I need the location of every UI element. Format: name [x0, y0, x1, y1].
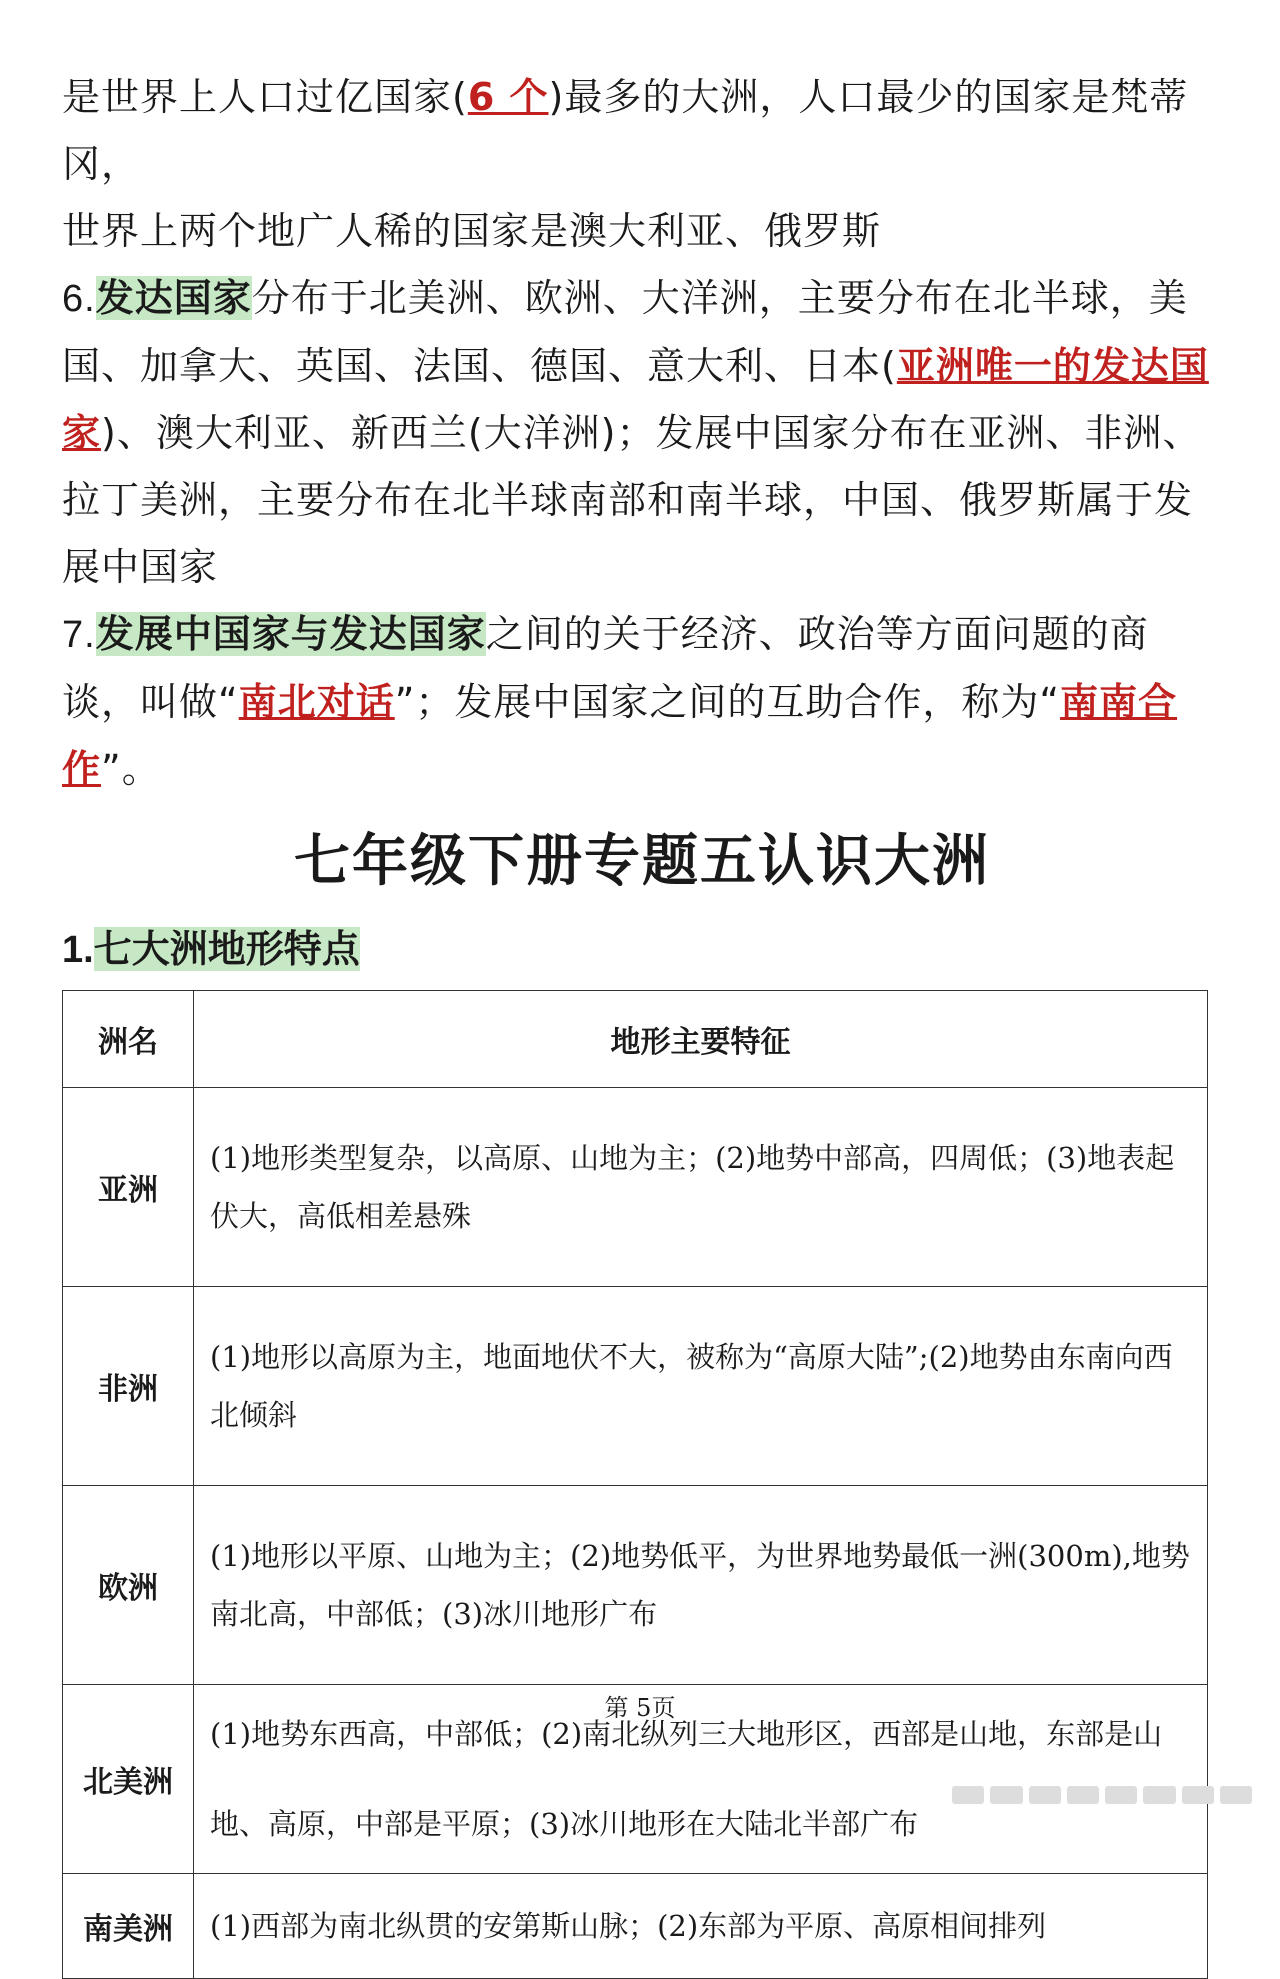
continent-name: 北美洲 — [63, 1685, 194, 1874]
terrain-description: (1)地形类型复杂，以高原、山地为主；(2)地势中部高，四周低；(3)地表起伏大，高低相差悬殊 — [194, 1088, 1208, 1287]
scroll-segment — [990, 1786, 1022, 1804]
highlight-red-count: 6 个 — [467, 75, 549, 119]
scroll-segment — [952, 1786, 984, 1804]
scroll-segment — [1105, 1786, 1137, 1804]
scroll-segment — [1029, 1786, 1061, 1804]
highlight-red-text: 亚洲唯一的发达国家 — [62, 344, 1209, 455]
item-number: 6. — [62, 278, 96, 320]
item-heading-highlight: 发展中国家与发达国家 — [95, 612, 486, 656]
item-heading-highlight: 发达国家 — [95, 276, 252, 320]
item-number: 7. — [62, 614, 96, 656]
subsection-label: 七大洲地形特点 — [93, 927, 360, 971]
table-header-row — [63, 991, 1208, 1088]
continent-name: 南美洲 — [63, 1874, 194, 1979]
continent-name: 欧洲 — [63, 1486, 194, 1685]
page-scroll-indicator[interactable] — [952, 1786, 1252, 1804]
scroll-segment — [1067, 1786, 1099, 1804]
table-row — [63, 1874, 1208, 1979]
page-number: 第 5页 — [604, 1694, 676, 1722]
paragraph-item-6 — [62, 265, 1222, 601]
table-row — [63, 1088, 1208, 1287]
subsection-number: 1. — [62, 929, 94, 971]
terrain-table — [62, 990, 1208, 1979]
terrain-description: (1)西部为南北纵贯的安第斯山脉；(2)东部为平原、高原相间排列 — [194, 1874, 1208, 1979]
terrain-description: (1)地势东西高，中部低；(2)南北纵列三大地形区，西部是山地，东部是山地、高原，中部是平原；(3)冰川地形在大陆北半部广布 — [194, 1685, 1208, 1874]
continent-name: 亚洲 — [63, 1088, 194, 1287]
column-header-continent: 洲名 — [63, 991, 194, 1088]
column-header-features: 地形主要特征 — [194, 991, 1208, 1088]
text: ”；发展中国家之间的互助合作，称为“ — [394, 680, 1061, 724]
subsection-heading — [62, 921, 1222, 978]
text: 之间的关于经济、政治等方面问题的商谈，叫做“ — [62, 612, 1149, 724]
highlight-red-text: 南北对话 — [238, 680, 395, 724]
text: 世界上两个地广人稀的国家是澳大利亚、俄罗斯 — [62, 209, 882, 253]
paragraph-population — [62, 64, 1222, 265]
scroll-segment — [1143, 1786, 1175, 1804]
text: 分布于北美洲、欧洲、大洋洲，主要分布在北半球，美国、加拿大、英国、法国、德国、意大利、日本( — [62, 276, 1188, 388]
table-row — [63, 1287, 1208, 1486]
scroll-segment — [1220, 1786, 1252, 1804]
continent-name: 非洲 — [63, 1287, 194, 1486]
paragraph-item-7 — [62, 601, 1222, 803]
text: )最多的大洲，人口最少的国家是梵蒂冈， — [62, 75, 1189, 186]
terrain-description: (1)地形以高原为主，地面地伏不大，被称为“高原大陆”;(2)地势由东南向西北倾斜 — [194, 1287, 1208, 1486]
terrain-description: (1)地形以平原、山地为主；(2)地势低平，为世界地势最低一洲(300m),地势南北高，中部低；(3)冰川地形广布 — [194, 1486, 1208, 1685]
text: ”。 — [101, 747, 161, 791]
text: )、澳大利亚、新西兰(大洋洲)；发展中国家分布在亚洲、非洲、拉丁美洲，主要分布在北半球南部和南半球，中国、俄罗斯属于发展中国家 — [62, 411, 1202, 589]
table-row — [63, 1486, 1208, 1685]
section-title: 七年级下册专题五认识大洲 — [294, 829, 990, 894]
text: 是世界上人口过亿国家( — [62, 75, 468, 119]
highlight-red-text: 南南合作 — [62, 680, 1178, 791]
scroll-segment — [1182, 1786, 1214, 1804]
